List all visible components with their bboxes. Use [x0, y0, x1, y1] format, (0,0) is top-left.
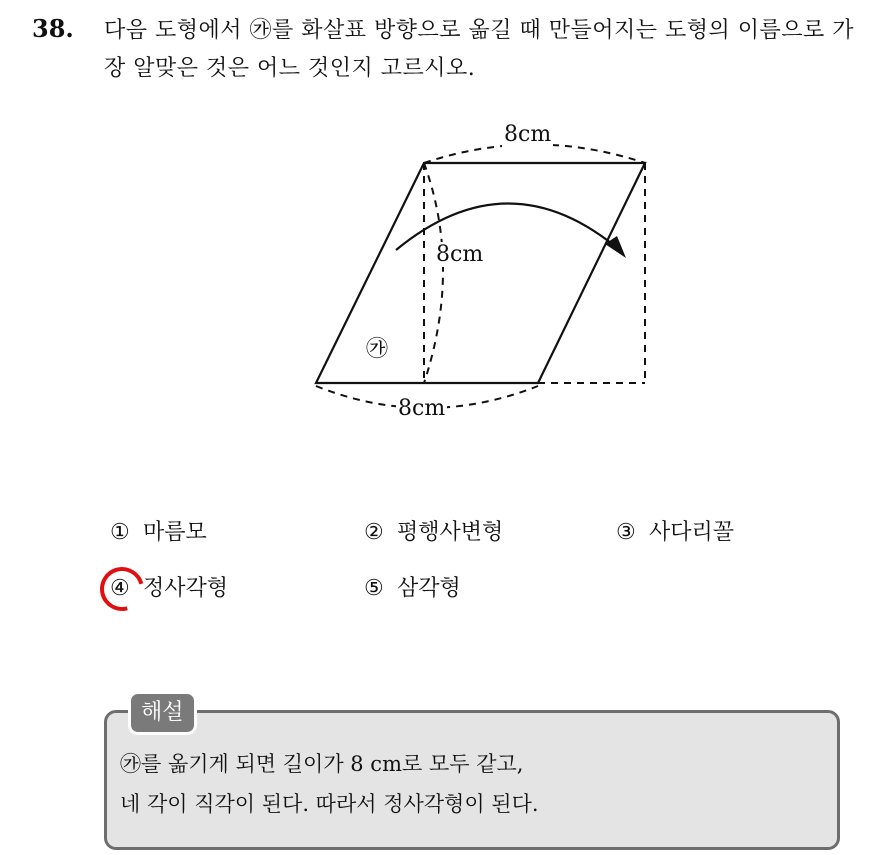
explanation-line-1: ㉮를 옮기게 되면 길이가 8 cm로 모두 같고,: [120, 752, 524, 776]
height-arc: [424, 163, 443, 383]
choice-5-text: 삼각형: [397, 576, 461, 601]
choice-2-text: 평행사변형: [397, 520, 504, 545]
parallelogram-figure: [300, 118, 660, 442]
choice-4-mark-text: ④: [110, 576, 130, 601]
choice-5[interactable]: [364, 571, 461, 602]
choice-3-text: 사다리꼴: [649, 520, 735, 545]
question-text: 다음 도형에서 ㉮를 화살표 방향으로 옮길 때 만들어지는 도형의 이름으로 가장 알맞은 것은 어느 것인지 고르시오.: [104, 18, 854, 81]
explanation-text: [120, 744, 820, 824]
choice-4[interactable]: [110, 571, 228, 602]
bottom-length-label: 8cm: [398, 396, 446, 421]
choice-4-text: 정사각형: [143, 576, 229, 601]
choice-1[interactable]: [110, 515, 207, 546]
figure-svg: [300, 118, 660, 438]
question-number: 38.: [32, 14, 74, 43]
choice-3[interactable]: [616, 515, 734, 546]
choice-1-text: 마름모: [143, 520, 207, 545]
move-arrow-arc: [396, 203, 622, 252]
choice-1-mark: ①: [110, 520, 130, 545]
answer-circle-mark: [92, 559, 152, 619]
explanation-line-2: 네 각이 직각이 된다. 따라서 정사각형이 된다.: [120, 792, 539, 816]
top-arc: [424, 145, 645, 164]
top-length-label: 8cm: [504, 122, 552, 147]
choice-2-mark: ②: [364, 520, 384, 545]
choice-2[interactable]: [364, 515, 503, 546]
region-ga-label: ㉮: [366, 337, 389, 362]
height-length-label: 8cm: [436, 242, 484, 267]
explanation-tag: 해설: [128, 691, 197, 735]
choice-3-mark: ③: [616, 520, 636, 545]
choice-5-mark: ⑤: [364, 576, 384, 601]
choice-4-mark: [110, 576, 136, 601]
